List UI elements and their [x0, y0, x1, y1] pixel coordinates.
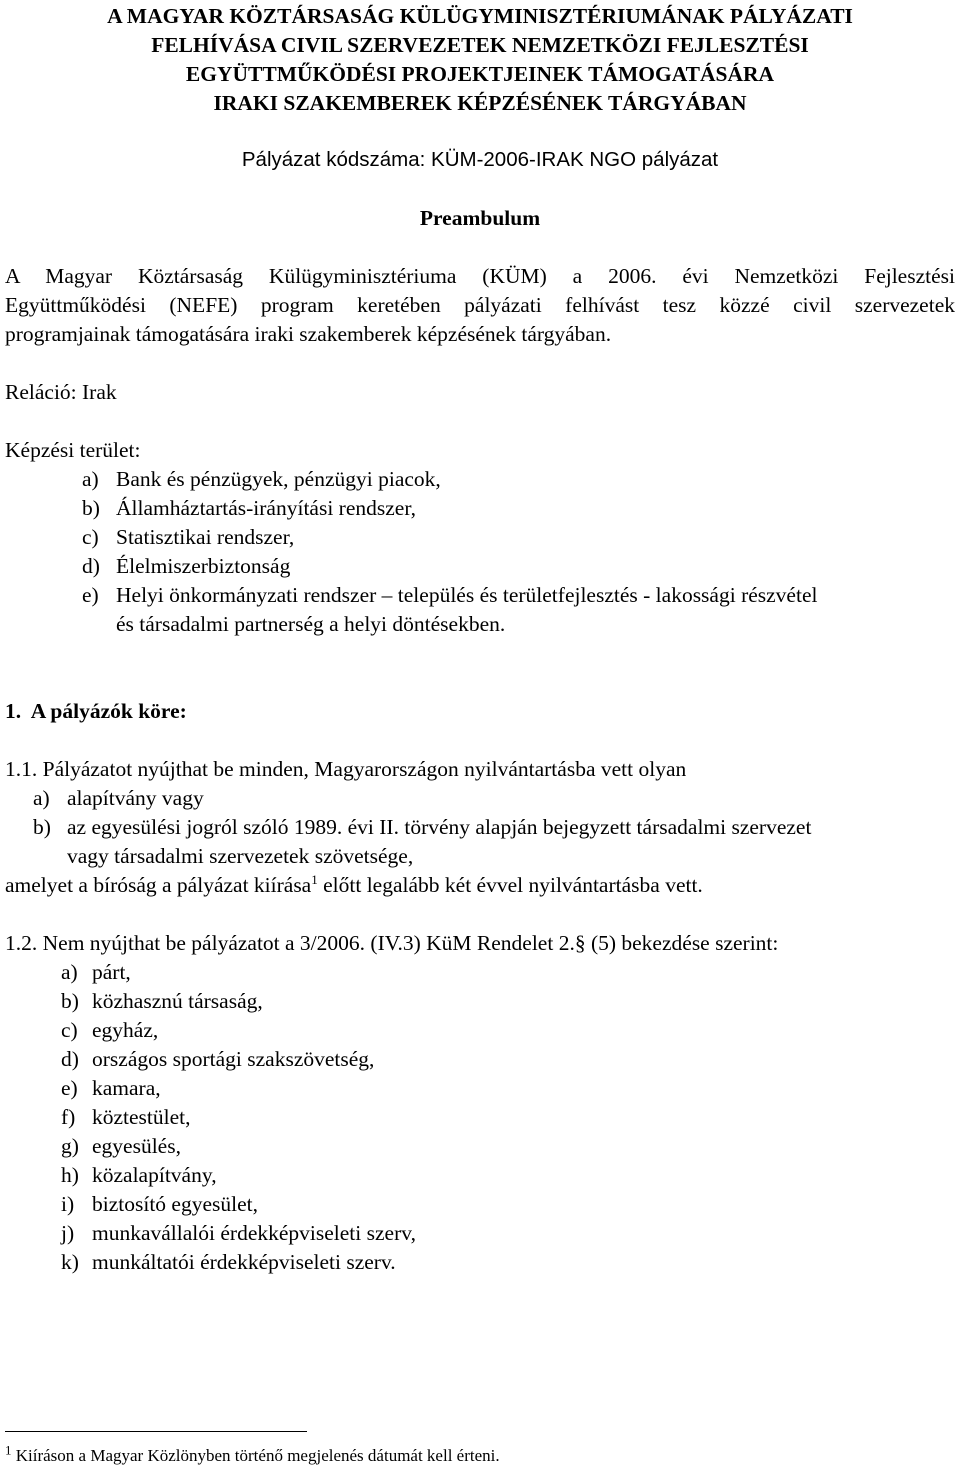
- list-label: a): [82, 467, 99, 491]
- list-label: c): [61, 1018, 78, 1042]
- preambulum-line-2: Együttműködési (NEFE) program keretében pályázati felhívást tesz közzé civil szervezetek: [5, 293, 955, 317]
- list-item: [61, 1194, 258, 1216]
- list-text: biztosító egyesület,: [92, 1192, 258, 1216]
- list-label: b): [82, 496, 100, 520]
- list-label: e): [61, 1076, 78, 1100]
- title-line-1: A MAGYAR KÖZTÁRSASÁG KÜLÜGYMINISZTÉRIUMÁNAK PÁLYÁZATI: [107, 4, 853, 28]
- list-item: [82, 498, 416, 520]
- list-item: [61, 1136, 181, 1158]
- list-label: b): [61, 989, 79, 1013]
- list-label: d): [82, 554, 100, 578]
- list-item: [61, 962, 131, 984]
- list-text: Helyi önkormányzati rendszer – település és területfejlesztés - lakossági részvétel: [116, 583, 818, 607]
- list-label: h): [61, 1163, 79, 1187]
- list-item: [33, 788, 204, 810]
- list-text: párt,: [92, 960, 131, 984]
- list-label: a): [61, 960, 78, 984]
- list-label: e): [82, 583, 99, 607]
- list-label: a): [33, 786, 50, 810]
- footnote-mark: 1: [5, 1442, 12, 1458]
- list-item: [61, 1020, 158, 1042]
- list-text: Államháztartás-irányítási rendszer,: [116, 496, 417, 520]
- list-item-continuation: vagy társadalmi szervezetek szövetsége,: [67, 844, 414, 868]
- section-heading: 1. A pályázók köre:: [5, 699, 187, 723]
- kepzesi-heading: Képzési terület:: [5, 438, 141, 462]
- title-line-3: EGYÜTTMŰKÖDÉSI PROJEKTJEINEK TÁMOGATÁSÁRA: [185, 62, 775, 86]
- list-item: [61, 1223, 416, 1245]
- list-text: közalapítvány,: [92, 1163, 217, 1187]
- list-text: az egyesülési jogról szóló 1989. évi II. törvény alapján bejegyzett társadalmi szervezet: [67, 815, 812, 839]
- section-1-2-intro: 1.2. Nem nyújthat be pályázatot a 3/2006. (IV.3) KüM Rendelet 2.§ (5) bekezdése szerint:: [5, 931, 779, 955]
- title-line-4: IRAKI SZAKEMBEREK KÉPZÉSÉNEK TÁRGYÁBAN: [213, 91, 747, 115]
- preambulum-line-1: A Magyar Köztársaság Külügyminisztériuma (KÜM) a 2006. évi Nemzetközi Fejlesztési: [5, 264, 955, 288]
- list-text: országos sportági szakszövetség,: [92, 1047, 375, 1071]
- list-label: b): [33, 815, 51, 839]
- footnote: [5, 1442, 500, 1465]
- preambulum-heading: Preambulum: [419, 206, 541, 230]
- list-text: egyház,: [92, 1018, 159, 1042]
- list-item: [61, 1165, 217, 1187]
- list-text: munkáltatói érdekképviseleti szerv.: [92, 1250, 396, 1274]
- list-item: [33, 817, 811, 839]
- footnote-ref: 1: [311, 871, 318, 887]
- list-text: egyesülés,: [92, 1134, 181, 1158]
- relacio: Reláció: Irak: [5, 380, 117, 404]
- list-text: köztestület,: [92, 1105, 191, 1129]
- list-item: [61, 1078, 161, 1100]
- list-item: [61, 991, 263, 1013]
- tail-text: előtt legalább két évvel nyilvántartásba vett.: [317, 873, 703, 897]
- list-text: Statisztikai rendszer,: [116, 525, 295, 549]
- list-item: [61, 1049, 374, 1071]
- list-item-continuation: és társadalmi partnerség a helyi döntésekben.: [116, 612, 506, 636]
- title-line-2: FELHÍVÁSA CIVIL SZERVEZETEK NEMZETKÖZI FEJLESZTÉSI: [151, 33, 809, 57]
- list-item: [82, 527, 294, 549]
- list-text: kamara,: [92, 1076, 161, 1100]
- list-label: d): [61, 1047, 79, 1071]
- list-item: [61, 1107, 191, 1129]
- list-item: [82, 556, 290, 578]
- list-text: Élelmiszerbiztonság: [116, 554, 291, 578]
- tail-text: amelyet a bíróság a pályázat kiírása: [5, 873, 312, 897]
- list-item: [61, 1252, 396, 1274]
- list-text: közhasznú társaság,: [92, 989, 263, 1013]
- list-text: Bank és pénzügyek, pénzügyi piacok,: [116, 467, 441, 491]
- list-text: munkavállalói érdekképviseleti szerv,: [92, 1221, 416, 1245]
- list-label: f): [61, 1105, 76, 1129]
- list-label: g): [61, 1134, 79, 1158]
- list-item: [82, 585, 817, 607]
- list-label: i): [61, 1192, 75, 1216]
- list-text: alapítvány vagy: [67, 786, 204, 810]
- preambulum-line-3: programjainak támogatására iraki szakemberek képzésének tárgyában.: [5, 322, 612, 346]
- list-item: [82, 469, 441, 491]
- section-1-1-tail: [5, 871, 703, 897]
- list-label: j): [61, 1221, 75, 1245]
- list-label: k): [61, 1250, 79, 1274]
- list-label: c): [82, 525, 99, 549]
- section-1-1-intro: 1.1. Pályázatot nyújthat be minden, Magyarországon nyilvántartásba vett olyan: [5, 757, 687, 781]
- tender-code: Pályázat kódszáma: KÜM-2006-IRAK NGO pályázat: [241, 148, 719, 171]
- footnote-text: Kiíráson a Magyar Közlönyben történő megjelenés dátumát kell érteni.: [11, 1446, 500, 1465]
- footnote-divider: [5, 1431, 307, 1432]
